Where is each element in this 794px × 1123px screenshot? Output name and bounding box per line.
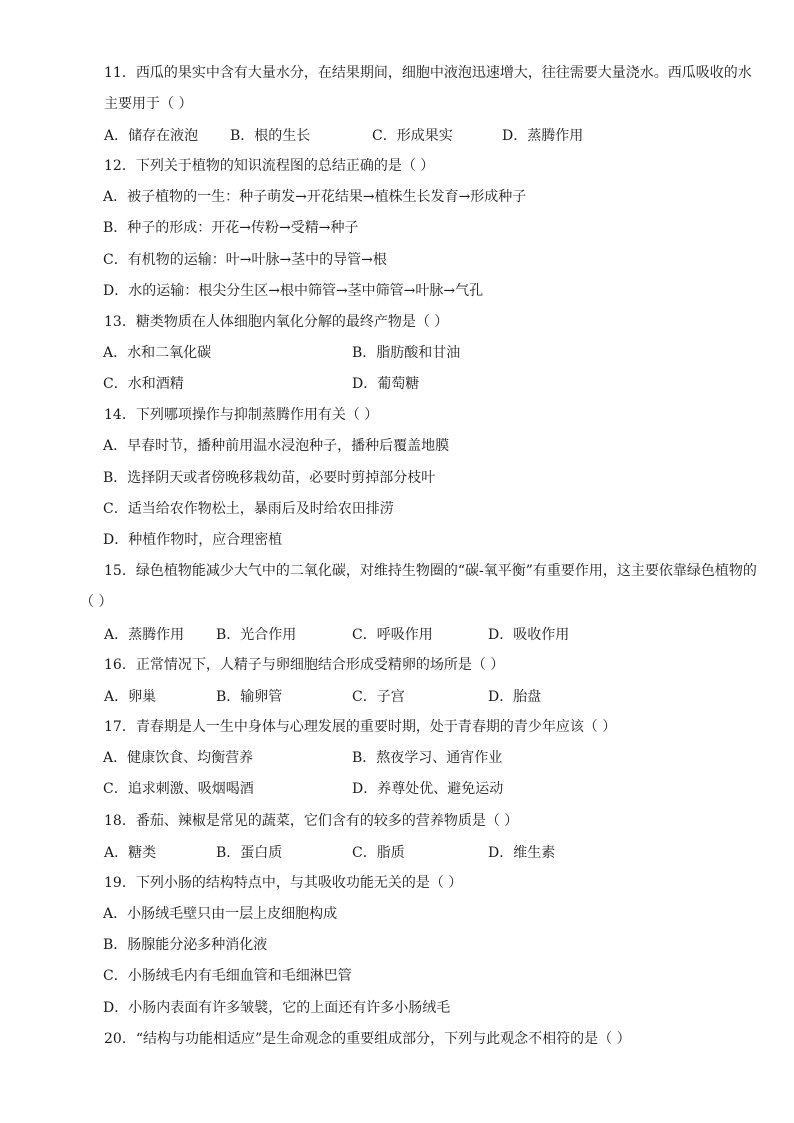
question-11-option-c: C．形成果实 bbox=[372, 128, 453, 144]
question-16-option-a: A．卵巢 bbox=[104, 689, 157, 705]
question-11-option-b: B．根的生长 bbox=[230, 128, 311, 144]
question-14-option-b: B．选择阴天或者傍晚移栽幼苗，必要时剪掉部分枝叶 bbox=[103, 470, 436, 486]
question-18-option-b: B．蛋白质 bbox=[216, 845, 283, 861]
question-14-stem: 14．下列哪项操作与抑制蒸腾作用有关（ ） bbox=[104, 407, 379, 423]
question-12-option-a: A．被子植物的一生：种子萌发→开花结果→植株生长发育→形成种子 bbox=[103, 189, 527, 205]
question-15-option-a: A．蒸腾作用 bbox=[104, 627, 185, 643]
question-18-option-a: A．糖类 bbox=[104, 845, 157, 861]
question-15-stem-line-1: 15．绿色植物能减少大气中的二氧化碳，对维持生物圈的“碳-氧平衡”有重要作用，这主要依靠绿色植物的 bbox=[104, 563, 757, 579]
question-16-option-c: C．子宫 bbox=[352, 689, 405, 705]
question-15-stem-line-2: （ ） bbox=[80, 594, 113, 610]
question-11-option-a: A．储存在液泡 bbox=[104, 128, 199, 144]
question-18-option-d: D．维生素 bbox=[488, 845, 556, 861]
question-12-option-d: D．水的运输：根尖分生区→根中筛管→茎中筛管→叶脉→气孔 bbox=[103, 283, 484, 299]
question-12-option-b: B．种子的形成：开花→传粉→受精→种子 bbox=[103, 220, 359, 236]
question-13-option-c: C．水和酒精 bbox=[103, 376, 184, 392]
question-16-option-d: D．胎盘 bbox=[488, 689, 542, 705]
question-18-stem: 18．番茄、辣椒是常见的蔬菜，它们含有的较多的营养物质是（ ） bbox=[104, 813, 519, 829]
question-11-stem-line-1: 11．西瓜的果实中含有大量水分，在结果期间，细胞中液泡迅速增大，往往需要大量浇水。西瓜吸收的水 bbox=[104, 65, 752, 81]
question-16-stem: 16．正常情况下，人精子与卵细胞结合形成受精卵的场所是（ ） bbox=[104, 657, 505, 673]
question-20-stem: 20．“结构与功能相适应”是生命观念的重要组成部分，下列与此观念不相符的是（ ） bbox=[104, 1031, 631, 1047]
question-14-option-c: C．适当给农作物松土，暴雨后及时给农田排涝 bbox=[103, 501, 394, 517]
question-19-option-d: D．小肠内表面有许多皱襞，它的上面还有许多小肠绒毛 bbox=[103, 1000, 451, 1016]
question-14-option-d: D．种植作物时，应合理密植 bbox=[103, 532, 283, 548]
question-13-option-b: B．脂肪酸和甘油 bbox=[352, 345, 461, 361]
question-15-option-c: C．呼吸作用 bbox=[352, 627, 433, 643]
question-17-stem: 17．青春期是人一生中身体与心理发展的重要时期，处于青春期的青少年应该（ ） bbox=[104, 719, 617, 735]
question-17-option-a: A．健康饮食、均衡营养 bbox=[103, 750, 254, 766]
question-19-option-b: B．肠腺能分泌多种消化液 bbox=[103, 937, 268, 953]
question-13-stem: 13．糖类物质在人体细胞内氧化分解的最终产物是（ ） bbox=[104, 314, 449, 330]
question-19-option-a: A．小肠绒毛壁只由一层上皮细胞构成 bbox=[103, 906, 338, 922]
question-14-option-a: A．早春时节，播种前用温水浸泡种子，播种后覆盖地膜 bbox=[103, 438, 450, 454]
question-15-option-b: B．光合作用 bbox=[216, 627, 297, 643]
question-15-option-d: D．吸收作用 bbox=[488, 627, 570, 643]
question-18-option-c: C．脂质 bbox=[352, 845, 405, 861]
question-17-option-d: D．养尊处优、避免运动 bbox=[352, 781, 504, 797]
question-17-option-c: C．追求刺激、吸烟喝酒 bbox=[103, 781, 254, 797]
question-12-option-c: C．有机物的运输：叶→叶脉→茎中的导管→根 bbox=[103, 252, 387, 268]
question-19-option-c: C．小肠绒毛内有毛细血管和毛细淋巴管 bbox=[103, 968, 352, 984]
question-11-stem-line-2: 主要用于（ ） bbox=[104, 96, 193, 112]
question-13-option-d: D．葡萄糖 bbox=[352, 376, 420, 392]
question-16-option-b: B．输卵管 bbox=[216, 689, 283, 705]
question-12-stem: 12．下列关于植物的知识流程图的总结正确的是（ ） bbox=[104, 158, 435, 174]
question-11-option-d: D．蒸腾作用 bbox=[502, 128, 584, 144]
question-19-stem: 19．下列小肠的结构特点中，与其吸收功能无关的是（ ） bbox=[104, 875, 463, 891]
question-13-option-a: A．水和二氧化碳 bbox=[103, 345, 212, 361]
question-17-option-b: B．熬夜学习、通宵作业 bbox=[352, 750, 503, 766]
